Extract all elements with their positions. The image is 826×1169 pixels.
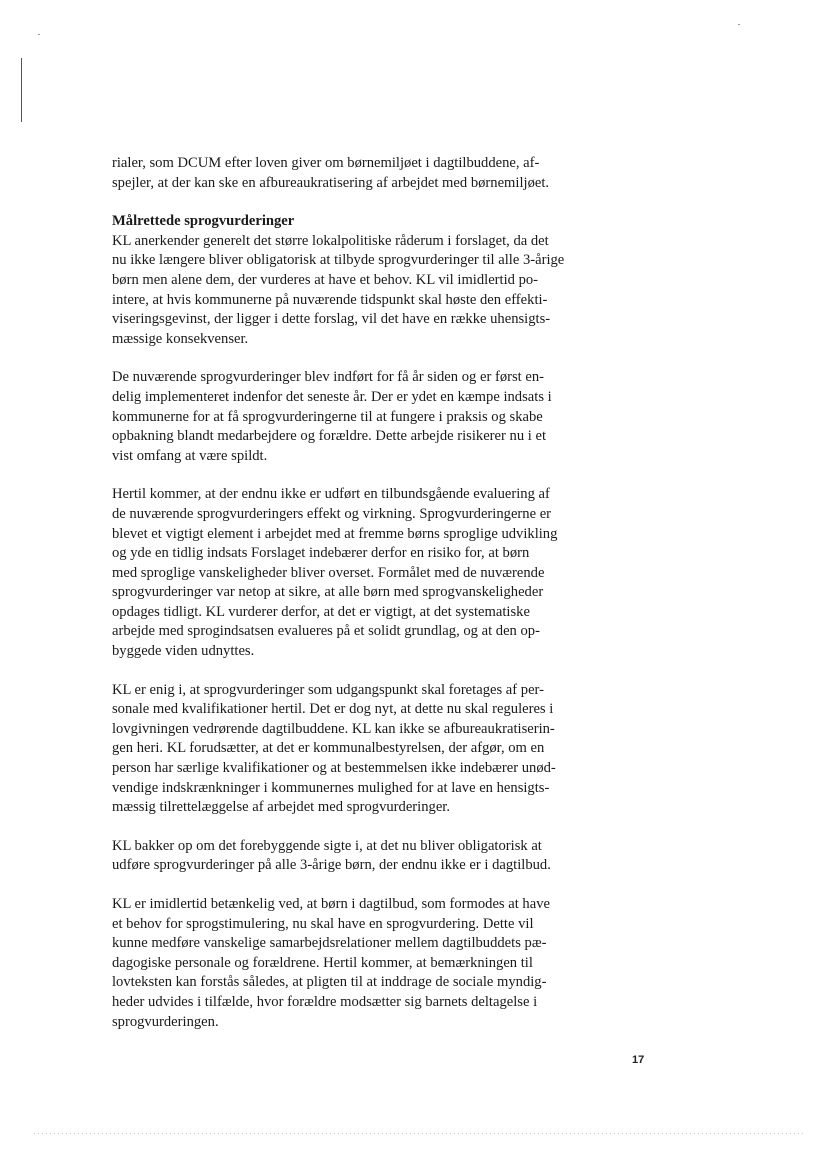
text-line: med sproglige vanskeligheder bliver overset. Formålet med de nuværende [112,564,545,581]
text-line: kunne medføre vanskelige samarbejdsrelationer mellem dagtilbuddets pæ- [112,935,547,952]
text-line: lovteksten kan forstås således, at pligten til at inddrage de sociale myndig- [112,974,547,991]
scan-edge-dots [34,1133,804,1134]
paragraph-intro [112,154,602,193]
text-line: opdages tidligt. KL vurderer derfor, at det er vigtigt, at det systematiske [112,603,530,620]
text-line: mæssig tilrettelæggelse af arbejdet med sprogvurderinger. [112,799,451,816]
paragraph-evaluering [112,485,602,661]
scan-margin-bar [21,58,22,122]
text-line: rialer, som DCUM efter loven giver om børnemiljøet i dagtilbuddene, af- [112,155,540,171]
text-line: sprogvurderinger var netop at sikre, at alle børn med sprogvanskeligheder [112,584,544,601]
text-line: viseringsgevinst, der ligger i dette forslag, vil det have en række uhensigts- [112,311,551,328]
text-line: dagogiske personale og forældrene. Hertil kommer, at bemærkningen til [112,954,533,971]
paragraph-kvalifikationer [112,681,602,818]
text-line: lovgivningen vedrørende dagtilbuddene. KL kan ikke se afbureaukratiserin- [112,720,555,737]
scan-speck [38,34,40,35]
text-line: intere, at hvis kommunerne på nuværende tidspunkt skal høste den effekti- [112,291,548,308]
paragraph-betaenkelig [112,895,602,1032]
text-line: gen heri. KL forudsætter, at det er kommunalbestyrelsen, der afgør, om en [112,740,545,757]
text-line: KL er enig i, at sprogvurderinger som udgangspunkt skal foretages af per- [112,681,544,698]
text-line: KL anerkender generelt det større lokalpolitiske råderum i forslaget, da det [112,232,549,249]
text-line: KL er imidlertid betænkelig ved, at børn i dagtilbud, som formodes at have [112,896,550,912]
text-line: de nuværende sprogvurderingers effekt og virkning. Sprogvurderingerne er [112,505,552,522]
text-line: byggede viden udnyttes. [112,643,255,660]
text-line: Hertil kommer, at der endnu ikke er udført en tilbundsgående evaluering af [112,486,550,503]
text-line: arbejde med sprogindsatsen evalueres på et solidt grundlag, og at den op- [112,623,540,640]
text-line: udføre sprogvurderinger på alle 3-årige børn, der endnu ikke er i dagtilbud. [112,857,551,874]
text-line: sonale med kvalifikationer hertil. Det er dog nyt, at dette nu skal reguleres i [112,701,554,718]
scan-speck [738,24,740,25]
text-line: blevet et vigtigt element i arbejdet med at fremme børns sproglige udvikling [112,525,558,542]
text-line: kommunerne for at få sprogvurderingerne til at fungere i praksis og skabe [112,408,543,425]
paragraph-nuvaerende [112,368,602,466]
text-line: mæssige konsekvenser. [112,330,249,347]
text-line: vendige indskrænkninger i kommunernes mulighed for at lave en hensigts- [112,779,550,796]
page-number: 17 [632,1054,645,1066]
text-line: et behov for sprogstimulering, nu skal have en sprogvurdering. Dette vil [112,915,534,932]
paragraph-sprogvurderinger [112,232,602,350]
text-line: De nuværende sprogvurderinger blev indført for få år siden og er først en- [112,369,544,386]
text-line: børn men alene dem, der vurderes at have et behov. KL vil imidlertid po- [112,271,539,288]
section-heading: Målrettede sprogvurderinger [112,213,295,230]
text-line: KL bakker op om det forebyggende sigte i, at det nu bliver obligatorisk at [112,837,542,854]
text-line: og yde en tidlig indsats Forslaget indebærer derfor en risiko for, at børn [112,545,530,562]
text-line: sprogvurderingen. [112,1013,219,1030]
document-body [112,154,602,1032]
text-line: delig implementeret indenfor det seneste år. Der er ydet en kæmpe indsats i [112,388,552,405]
text-line: opbakning blandt medarbejdere og forældre. Dette arbejde risikerer nu i et [112,428,547,445]
text-line: person har særlige kvalifikationer og at bestemmelsen ikke indebærer unød- [112,760,556,777]
text-line: vist omfang at være spildt. [112,447,268,464]
text-line: heder udvides i tilfælde, hvor forældre modsætter sig barnets deltagelse i [112,993,538,1010]
text-line: spejler, at der kan ske en afbureaukratisering af arbejdet med børnemiljøet. [112,174,550,191]
paragraph-forebyggende [112,837,602,876]
text-line: nu ikke længere bliver obligatorisk at tilbyde sprogvurderinger til alle 3-årige [112,252,565,269]
